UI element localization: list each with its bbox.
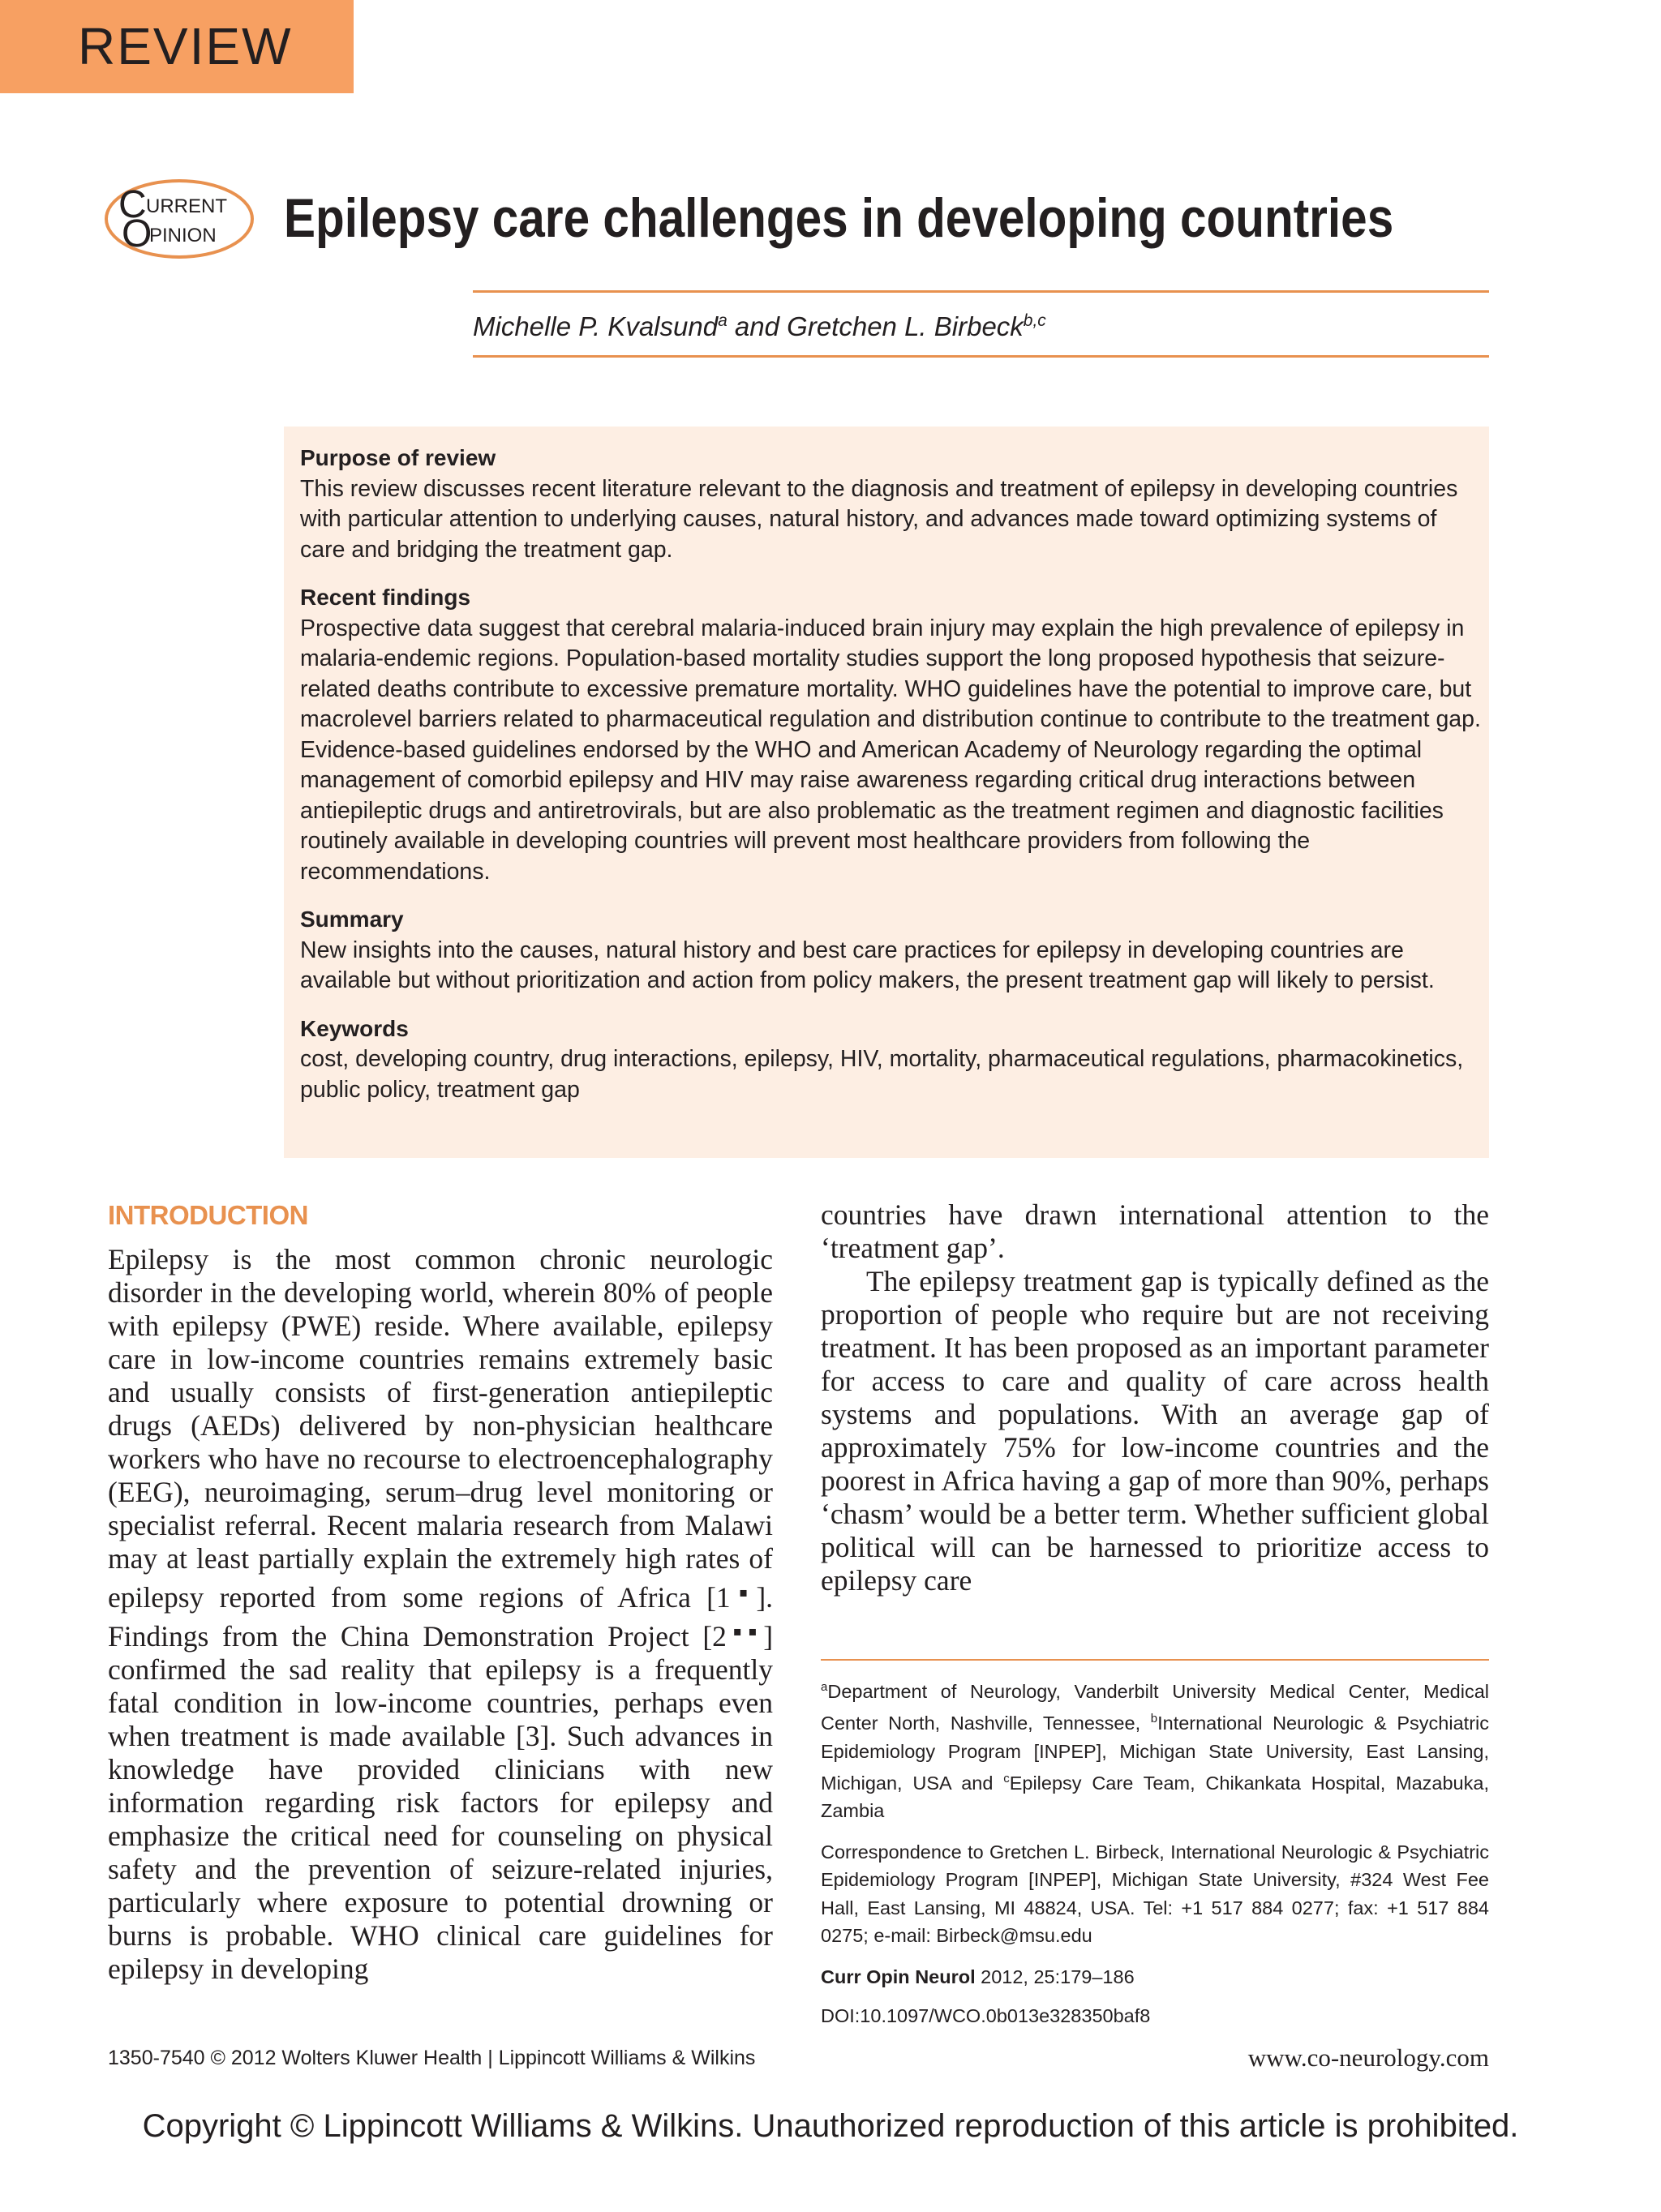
logo-letter-c: C [118, 183, 147, 226]
copyright-notice: Copyright © Lippincott Williams & Wilkins. Unauthorized reproduction of this article is prohibited. [142, 2108, 1519, 2144]
purpose-heading: Purpose of review [300, 445, 496, 470]
reference-marker-2: ▪▪ [726, 1623, 764, 1639]
section-tab-label: REVIEW [78, 17, 293, 75]
title-rule-top [473, 290, 1489, 293]
journal-name: Curr Opin Neurol [821, 1966, 976, 1987]
footer-url[interactable]: www.co-neurology.com [1247, 2043, 1489, 2072]
affiliation-sup-a: a [821, 1680, 828, 1694]
citation-volume: 2012, 25:179–186 [975, 1966, 1135, 1987]
summary-text: New insights into the causes, natural history and best care practices for epilepsy in developing countries are available but without prioritization and action from policy makers, the present treatment gap will likely to persist. [300, 937, 1435, 993]
author-conjunction: and [727, 311, 788, 341]
journal-citation [821, 1963, 1489, 1991]
footnote-rule [821, 1659, 1489, 1661]
section-heading-introduction: INTRODUCTION [108, 1200, 308, 1230]
intro-text-part-1: Epilepsy is the most common chronic neurologic disorder in the developing world, wherein 80% of people with epilepsy (PWE) reside. Where available, epilepsy care in low-income countries remains extremely basic and usually consists of first-generation antiepileptic drugs (AEDs) delivered by non-physician healthcare workers who have no recourse to electroencephalography (EEG), neuroimaging, serum–drug level monitoring or specialist referral. Recent malaria research from Malawi may at least partially explain the extremely high rates of epilepsy reported from some regions of Africa [1 [108, 1243, 773, 1614]
logo-word-urrent: URRENT [146, 195, 227, 217]
affiliation-c: Epilepsy Care Team, Chikankata Hospital, Mazabuka, Zambia [821, 1772, 1489, 1822]
author-1: Michelle P. Kvalsund [473, 311, 719, 341]
affiliations [821, 1674, 1489, 1825]
section-tab [0, 0, 354, 93]
reference-marker-1: ▪ [730, 1584, 757, 1600]
article-title: Epilepsy care challenges in developing countries [284, 187, 1394, 249]
author-1-affiliation: a [718, 311, 727, 330]
keywords-heading: Keywords [300, 1015, 409, 1041]
affiliation-sup-b: b [1150, 1712, 1158, 1726]
footnotes [821, 1674, 1489, 2030]
summary-heading: Summary [300, 907, 404, 932]
affiliation-b: International Neurologic & Psychiatric Epidemiology Program [INPEP], Michigan State University, East Lansing, Michigan, USA and [821, 1713, 1489, 1794]
intro-text-part-2: ]. Findings from the China Demonstration Project [2 [108, 1580, 774, 1653]
intro-paragraph [108, 1243, 773, 1986]
body-column-left [108, 1198, 773, 1986]
findings-text: Prospective data suggest that cerebral malaria-induced brain injury may explain the high prevalence of epilepsy in malaria-endemic regions. Population-based mortality studies support the long proposed hypothesis that seizure-related deaths contribute to excessive premature mortality. WHO guidelines have the potential to improve care, but macrolevel barriers related to pharmaceutical regulation and distribution continue to contribute to the treatment gap. Evidence-based guidelines endorsed by the WHO and American Academy of Neurology regarding the optimal management of comorbid epilepsy and HIV may raise awareness regarding critical drug interactions between antiepileptic drugs and antiretrovirals, but are also problematic as the treatment regimen and diagnostic facilities routinely available in developing countries will prevent most healthcare providers from following the recommendations. [300, 615, 1481, 885]
intro-text-part-3: ] confirmed the sad reality that epilepsy is a frequently fatal condition in low-income countries, perhaps even when treatment is made available [3]. Such advances in knowledge have provided clinicians with new information regarding risk factors for epilepsy and emphasize the critical need for counseling on physical safety and the prevention of seizure-related injuries, particularly where exposure to potential drowning or burns is probable. WHO clinical care guidelines for epilepsy in developing [108, 1619, 774, 1985]
footer-issn: 1350-7540 © 2012 Wolters Kluwer Health | Lippincott Williams & Wilkins [108, 2047, 756, 2069]
doi: DOI:10.1097/WCO.0b013e328350baf8 [821, 2005, 1151, 2027]
affiliation-sup-c: c [1003, 1772, 1010, 1786]
purpose-text: This review discusses recent literature relevant to the diagnosis and treatment of epilepsy in developing countries with particular attention to underlying causes, natural history, and advances made toward optimizing systems of care and bridging the treatment gap. [300, 475, 1458, 563]
current-opinion-logo [102, 177, 256, 261]
body-column-right [821, 1198, 1489, 1597]
right-paragraph-1: countries have drawn international attention to the ‘treatment gap’. [821, 1198, 1489, 1264]
author-2: Gretchen L. Birbeck [787, 311, 1024, 341]
title-rule-bottom [473, 355, 1489, 358]
logo-word-pinion: PINION [149, 225, 217, 246]
abstract-box [284, 427, 1489, 1158]
logo-letter-o: O [122, 212, 152, 255]
affiliation-a: Department of Neurology, Vanderbilt University Medical Center, Medical Center North, Nashville, Tennessee, [821, 1680, 1489, 1734]
right-paragraph-2: The epilepsy treatment gap is typically defined as the proportion of people who require but are not receiving treatment. It has been proposed as an important parameter for access to care and quality of care across health systems and populations. With an average gap of approximately 75% for low-income countries and the poorest in Africa having a gap of more than 90%, perhaps ‘chasm’ would be a better term. Whether sufficient global political will can be harnessed to prioritize access to epilepsy care [821, 1265, 1489, 1597]
author-2-affiliation: b,c [1023, 311, 1046, 330]
correspondence: Correspondence to Gretchen L. Birbeck, International Neurologic & Psychiatric Epidemiology Program [INPEP], Michigan State University, #324 West Fee Hall, East Lansing, MI 48824, USA. Tel: +1 517 884 0277; fax: +1 517 884 0275; e-mail: Birbeck@msu.edu [821, 1841, 1489, 1947]
findings-heading: Recent findings [300, 585, 471, 610]
author-line [473, 311, 1046, 342]
keywords-text: cost, developing country, drug interactions, epilepsy, HIV, mortality, pharmaceutical regulations, pharmacokinetics, public policy, treatment gap [300, 1046, 1464, 1103]
